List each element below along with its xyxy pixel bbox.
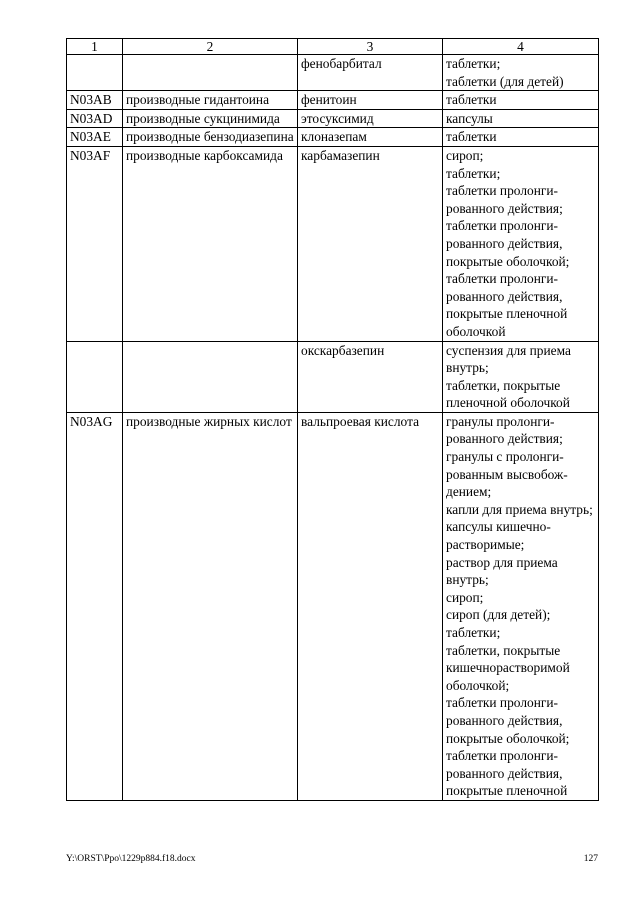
- group-cell: производные карбоксамида: [123, 146, 298, 341]
- drug-name-cell: фенитоин: [298, 91, 443, 110]
- drug-name-cell: этосуксимид: [298, 109, 443, 128]
- dosage-form-item: таблетки пролонги-рованного действия, покрытые пленочной: [446, 748, 568, 799]
- dosage-form-item: таблетки, покрытые кишечнорастворимой оболочкой;: [446, 642, 570, 693]
- header-row: [67, 39, 599, 55]
- drug-name-cell: вальпроевая кислота: [298, 412, 443, 800]
- dosage-form-item: гранулы пролонги-рованного действия;: [446, 413, 563, 447]
- dosage-form-item: таблетки;: [446, 56, 501, 71]
- dosage-form-item: таблетки пролонги-рованного действия, покрытые пленочной оболочкой: [446, 271, 568, 339]
- group-cell: [123, 55, 298, 91]
- dosage-form-item: капсулы: [446, 110, 493, 126]
- header-cell-4: 4: [443, 39, 599, 55]
- atc-code-cell: N03AE: [67, 128, 123, 147]
- header-cell-1: 1: [67, 39, 123, 55]
- dosage-form-item: таблетки: [446, 92, 497, 108]
- header-cell-3: 3: [298, 39, 443, 55]
- table-row: [67, 128, 599, 147]
- drug-name-cell: клоназепам: [298, 128, 443, 147]
- page-number: 127: [583, 854, 598, 864]
- atc-code-cell: N03AD: [67, 109, 123, 128]
- group-cell: производные гидантоина: [123, 91, 298, 110]
- drug-name-cell: фенобарбитал: [298, 55, 443, 91]
- group-cell: [123, 341, 298, 412]
- dosage-form-item: гранулы с пролонги-рованным высвобож-дением;: [446, 449, 568, 500]
- dosage-forms-cell: [443, 146, 599, 341]
- dosage-form-item: суспензия для приема внутрь;: [446, 342, 571, 376]
- footer-file-path: Y:\ORST\Ppo\1229p884.f18.docx: [66, 854, 196, 864]
- drug-name-cell: карбамазепин: [298, 146, 443, 341]
- dosage-form-item: капли для приема внутрь;: [446, 501, 593, 517]
- group-cell: производные жирных кислот: [123, 412, 298, 800]
- dosage-form-item: таблетки;: [446, 165, 501, 181]
- dosage-form-item: таблетки: [446, 129, 497, 145]
- dosage-form-item: таблетки;: [446, 625, 501, 640]
- dosage-form-item: таблетки пролонги-рованного действия, покрытые оболочкой;: [446, 695, 570, 746]
- header-cell-2: 2: [123, 39, 298, 55]
- table-row: [67, 146, 599, 341]
- table-row: [67, 91, 599, 110]
- group-cell: производные бензодиазепина: [123, 128, 298, 147]
- atc-code-cell: [67, 55, 123, 91]
- dosage-forms-cell: [443, 128, 599, 147]
- group-cell: производные сукцинимида: [123, 109, 298, 128]
- drug-name-cell: окскарбазепин: [298, 341, 443, 412]
- dosage-form-item: капсулы кишечно-растворимые;: [446, 519, 551, 553]
- table-row: [67, 412, 599, 800]
- atc-code-cell: N03AG: [67, 412, 123, 800]
- atc-code-cell: N03AB: [67, 91, 123, 110]
- table-row: [67, 341, 599, 412]
- dosage-forms-cell: [443, 109, 599, 128]
- table-row: [67, 109, 599, 128]
- dosage-forms-cell: [443, 91, 599, 110]
- dosage-form-item: таблетки (для детей): [446, 73, 564, 89]
- dosage-form-item: сироп;: [446, 147, 484, 163]
- table-row: [67, 55, 599, 91]
- dosage-form-item: сироп;: [446, 589, 484, 605]
- dosage-forms-cell: [443, 341, 599, 412]
- drug-table: [66, 38, 599, 801]
- dosage-form-item: таблетки пролонги-рованного действия;: [446, 183, 563, 216]
- dosage-forms-cell: [443, 412, 599, 800]
- dosage-form-item: раствор для приема внутрь;: [446, 554, 558, 588]
- dosage-forms-cell: [443, 55, 599, 91]
- dosage-form-item: таблетки, покрытые пленочной оболочкой: [446, 377, 570, 411]
- atc-code-cell: N03AF: [67, 146, 123, 341]
- drug-table-body: [67, 39, 599, 801]
- dosage-form-item: таблетки пролонги-рованного действия, покрытые оболочкой;: [446, 218, 570, 269]
- atc-code-cell: [67, 341, 123, 412]
- dosage-form-item: сироп (для детей);: [446, 607, 551, 623]
